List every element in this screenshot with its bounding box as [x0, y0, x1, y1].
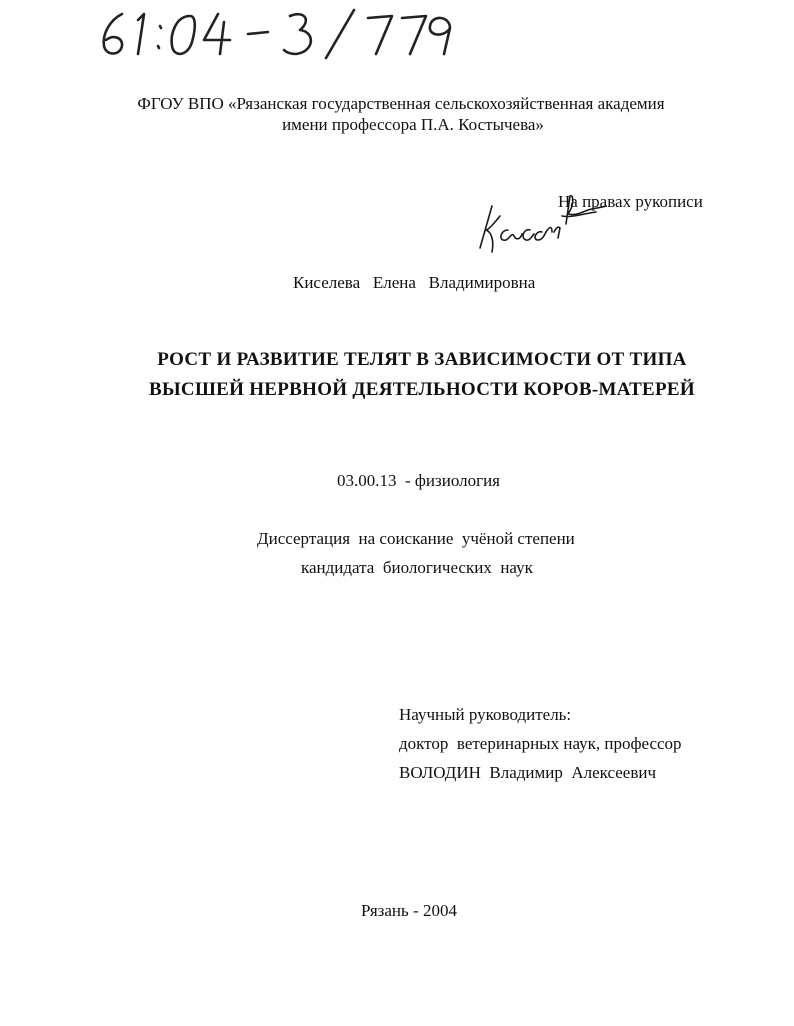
- signature-strokes: [470, 186, 610, 258]
- archive-number-strokes: [92, 4, 462, 62]
- author-name: Киселева Елена Владимировна: [293, 273, 536, 292]
- archive-number-handwritten: [92, 4, 462, 62]
- thesis-title-line-2: ВЫСШЕЙ НЕРВНОЙ ДЕЯТЕЛЬНОСТИ КОРОВ-МАТЕРЕЙ: [149, 379, 695, 400]
- thesis-title-line-1: РОСТ И РАЗВИТИЕ ТЕЛЯТ В ЗАВИСИМОСТИ ОТ ТИПА: [157, 349, 687, 370]
- degree-line-1: Диссертация на соискание учёной степени: [257, 529, 575, 548]
- supervisor-label: Научный руководитель:: [399, 705, 572, 724]
- institution-line-1: ФГОУ ВПО «Рязанская государственная сельскохозяйственная академия: [137, 94, 665, 113]
- institution-line-2: имени профессора П.А. Костычева»: [282, 115, 544, 134]
- author-signature: [470, 186, 610, 258]
- supervisor-rank: доктор ветеринарных наук, профессор: [399, 734, 682, 753]
- degree-line-2: кандидата биологических наук: [301, 558, 533, 577]
- specialty-code: 03.00.13 - физиология: [337, 471, 500, 490]
- city-year: Рязань - 2004: [361, 901, 457, 920]
- manuscript-note: На правах рукописи: [558, 192, 703, 211]
- supervisor-name: ВОЛОДИН Владимир Алексеевич: [399, 763, 657, 782]
